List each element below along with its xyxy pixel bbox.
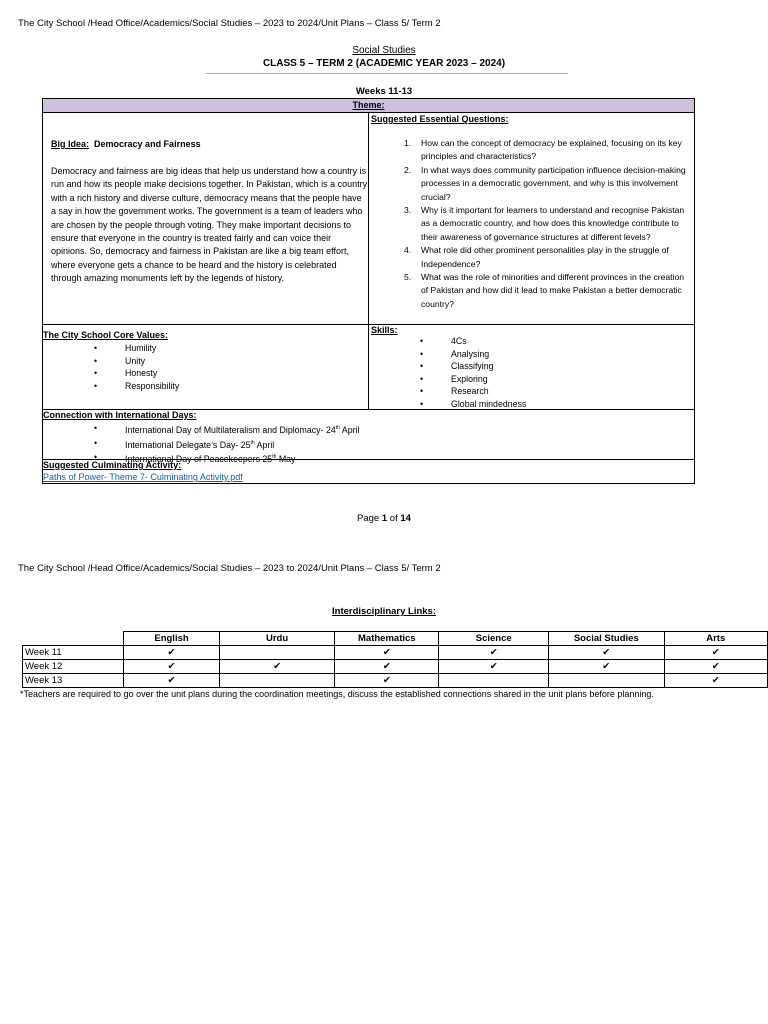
- check-mark-icon: [549, 674, 665, 688]
- essential-question: [404, 137, 693, 164]
- page-number: [0, 513, 768, 524]
- core-value-text: Responsibility: [125, 380, 180, 391]
- question-text: What was the role of minorities and different provinces in the creation of Pakistan and how did it lead to make Pakistan a better democratic country?: [421, 272, 685, 309]
- question-text: How can the concept of democracy be explained, focusing on its key principles and characteristics?: [421, 138, 682, 162]
- header-path: The City School /Head Office/Academics/Social Studies – 2023 to 2024/Unit Plans – Class 5/ Term 2: [18, 563, 441, 574]
- question-number: 4.: [404, 245, 412, 256]
- subject-column-header: English: [124, 632, 220, 646]
- blank-header-cell: [23, 632, 124, 646]
- international-day: [94, 422, 360, 437]
- international-day-month: May: [276, 454, 296, 464]
- question-text: In what ways does community participation influence decision-making processes in a democratic government, and why is this involvement crucial?: [421, 164, 686, 202]
- skill: [420, 348, 526, 361]
- header-path: The City School /Head Office/Academics/Social Studies – 2023 to 2024/Unit Plans – Class 5/ Term 2: [18, 18, 441, 29]
- core-value: [94, 380, 180, 393]
- international-day-month: April: [339, 425, 360, 435]
- title-divider: [206, 73, 568, 74]
- bullet-icon: •: [420, 348, 424, 359]
- unit-plan-table: [42, 98, 695, 484]
- bullet-icon: •: [94, 380, 98, 391]
- big-idea: [51, 139, 201, 149]
- international-day-text: International Delegate’s Day- 25: [125, 439, 251, 450]
- check-mark-icon: ✔: [549, 660, 665, 674]
- check-mark-icon: ✔: [439, 660, 549, 674]
- check-mark-icon: ✔: [664, 660, 767, 674]
- international-days-list: [94, 422, 360, 466]
- essential-question: [404, 204, 693, 244]
- question-number: 5.: [404, 272, 412, 283]
- essential-questions-list: [404, 137, 693, 311]
- subject-column-header: Social Studies: [549, 632, 665, 646]
- bullet-icon: •: [94, 437, 98, 448]
- week-label: Week 13: [23, 674, 124, 688]
- bullet-icon: •: [420, 386, 424, 396]
- row-divider: [43, 324, 694, 325]
- bullet-icon: •: [94, 452, 98, 462]
- essential-questions-label: Suggested Essential Questions:: [371, 114, 509, 124]
- check-mark-icon: ✔: [335, 660, 439, 674]
- skills-label: Skills:: [371, 325, 398, 335]
- skill-text: Global mindedness: [451, 398, 527, 409]
- table-row: [23, 660, 768, 674]
- core-value-text: Unity: [125, 355, 146, 366]
- essential-question: [404, 164, 693, 204]
- page-of: of: [389, 513, 398, 524]
- culminating-activity-link[interactable]: Paths of Power- Theme 7- Culminating Activity.pdf: [43, 472, 243, 482]
- check-mark-icon: [219, 646, 334, 660]
- question-text: What role did other prominent personalities play in the struggle of Independence?: [421, 245, 669, 269]
- bullet-icon: •: [94, 368, 98, 378]
- check-mark-icon: ✔: [335, 674, 439, 688]
- core-value-text: Humility: [125, 343, 157, 353]
- essential-question: [404, 244, 693, 271]
- skill: [420, 335, 526, 348]
- question-number: 3.: [404, 205, 412, 216]
- skills-list: [420, 335, 527, 410]
- bullet-icon: •: [420, 373, 424, 384]
- ordinal-suffix: th: [272, 454, 277, 460]
- international-day-text: International Day of Peacekeepers 25: [125, 454, 273, 464]
- page-word: Page: [357, 513, 380, 524]
- check-mark-icon: ✔: [124, 674, 220, 688]
- question-text: Why is it important for learners to understand and recognise Pakistan as a democratic country, and how does this knowledge contribute to their awareness of governance structures at different levels?: [421, 205, 685, 242]
- skill: [420, 385, 526, 398]
- check-mark-icon: ✔: [124, 660, 220, 674]
- theme-header: Theme:: [43, 99, 694, 113]
- subject-column-header: Arts: [664, 632, 767, 646]
- week-label: Week 11: [23, 646, 124, 660]
- check-mark-icon: [219, 674, 334, 688]
- bullet-icon: •: [94, 343, 98, 353]
- culminating-activity-label: Suggested Culminating Activity:: [43, 460, 182, 470]
- bullet-icon: •: [420, 361, 424, 371]
- big-idea-value: Democracy and Fairness: [94, 139, 201, 149]
- question-number: 1.: [404, 138, 412, 148]
- skill: [420, 373, 526, 386]
- week-label: Week 12: [23, 660, 124, 674]
- skill: [420, 398, 527, 411]
- core-value: [94, 342, 179, 355]
- international-day-text: International Day of Multilateralism and Diplomacy- 24: [125, 425, 336, 435]
- skill-text: Research: [451, 386, 489, 396]
- page-total: 14: [400, 513, 411, 524]
- ordinal-suffix: th: [250, 439, 255, 446]
- bullet-icon: •: [420, 336, 424, 346]
- interdisciplinary-title: Interdisciplinary Links:: [332, 606, 436, 617]
- core-value-text: Honesty: [125, 368, 158, 378]
- international-days-label: Connection with International Days:: [43, 410, 197, 420]
- teacher-note: *Teachers are required to go over the unit plans during the coordination meetings, discuss the established connections shared in the unit plans before planning.: [20, 689, 654, 699]
- ordinal-suffix: th: [335, 425, 340, 431]
- check-mark-icon: ✔: [124, 646, 220, 660]
- skill-text: Classifying: [451, 361, 494, 371]
- question-number: 2.: [404, 164, 412, 175]
- skill-text: 4Cs: [451, 336, 467, 346]
- bullet-icon: •: [94, 423, 98, 433]
- big-idea-label: Big Idea:: [51, 139, 90, 149]
- check-mark-icon: [439, 674, 549, 688]
- core-values-list: [94, 342, 180, 392]
- essential-question: [404, 271, 693, 311]
- check-mark-icon: ✔: [549, 646, 665, 660]
- subject-column-header: Urdu: [219, 632, 334, 646]
- international-day: [94, 437, 359, 452]
- table-row: [23, 674, 768, 688]
- check-mark-icon: ✔: [664, 646, 767, 660]
- skill-text: Analysing: [451, 348, 490, 359]
- check-mark-icon: ✔: [335, 646, 439, 660]
- core-value: [94, 367, 179, 380]
- bullet-icon: •: [94, 355, 98, 366]
- big-idea-paragraph: Democracy and fairness are big ideas that help us understand how a country is run and how its people make decisions together. In Pakistan, which is a country with a rich history and diverse culture, democracy means that the people have a say in how the government works. The government is a team of leaders who are chosen by the people through voting. They make important decisions to ensure that everyone in the country is treated fairly and can voice their opinions. So, democracy and fairness in Pakistan are like a big team effort, where everyone gets a chance to be heard and the history is celebrated through amazing monuments left by the legends of history.: [51, 166, 368, 284]
- check-mark-icon: ✔: [439, 646, 549, 660]
- skill: [420, 360, 526, 373]
- check-mark-icon: ✔: [219, 660, 334, 674]
- class-term-title: CLASS 5 – TERM 2 (ACADEMIC YEAR 2023 – 2024): [262, 58, 506, 69]
- interdisciplinary-table: [22, 631, 768, 688]
- skill-text: Exploring: [451, 373, 488, 384]
- core-values-label: The City School Core Values:: [43, 330, 169, 340]
- subject-column-header: Mathematics: [335, 632, 439, 646]
- international-day-month: April: [254, 439, 275, 450]
- page-current: 1: [381, 513, 388, 524]
- table-row: [23, 646, 768, 660]
- subject-column-header: Science: [439, 632, 549, 646]
- core-value: [94, 355, 179, 368]
- bullet-icon: •: [420, 398, 424, 409]
- check-mark-icon: ✔: [664, 674, 767, 688]
- subject-title: Social Studies: [352, 45, 416, 56]
- weeks-label: Weeks 11-13: [355, 86, 413, 97]
